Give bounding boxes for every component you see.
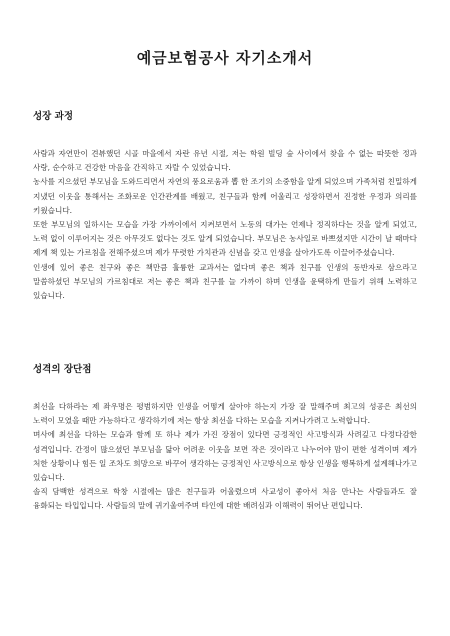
paragraph: 며사에 최선을 다하는 모습과 함께 또 하나 제가 가진 장점이 있다면 긍정적인 사고방식과 사려깊고 다정다감한 성격입니다. 간정이 많으셨던 부모님을 닮아 어려운 이웃을 보면 작은 것이라고 나누어야 맘이 편한 성격이며 제가 처한 상황이나 힘든 일 조차도 희망으로 바꾸어 생각하는 긍정적인 사고방식으로 항상 인생을 행복하게 설계해나가고 있습니다.	[33, 430, 417, 483]
paragraph: 인생에 있어 좋은 친구와 좋은 책만큼 훌륭한 교과서는 없다며 좋은 책과 친구를 인생의 동반자로 삼으라고 말씀하셨던 부모님의 가르침대로 저는 좋은 책과 친구를 늘 가까이 하며 인생을 윤택하게 만들기 위해 노력하고 있습니다.	[33, 262, 417, 301]
document-title: 예금보험공사 자기소개서	[136, 49, 314, 67]
section-heading: 성격의 장단점	[33, 364, 92, 375]
paragraph: 사람과 자연만이 견뷰했던 시골 마을에서 자란 유년 시절, 저는 학원 빌딩 숲 사이에서 찾을 수 없는 따뜻한 정과 사랑, 순수하고 건강한 마음을 간직하고 자랄 수 있었습니다.	[33, 149, 417, 173]
section-growth	[33, 108, 417, 303]
section-personality	[33, 361, 417, 514]
paragraph: 솔직 담백한 성격으로 학창 시절에는 많은 친구들과 어울렸으며 사교성이 좋아서 처음 만나는 사람들과도 잘 융화되는 타입입니다. 사람들의 말에 귀기울여주며 타인에 대한 배려심과 이해력이 뛰어난 편입니다.	[33, 487, 417, 511]
paragraph: 농사를 지으셨던 부모님을 도와드리면서 자연의 풍요로움과 뽑 한 조기의 소중함을 알게 되었으며 가족처럼 친밀하게 지냈던 이웃을 통해서는 조화로운 인간관계를 배웠고, 친구들과 함께 어울리고 성장하면서 진정한 우정과 의리를 키웠습니다.	[33, 177, 417, 215]
paragraph: 최선을 다하라는 제 좌우명은 평범하지만 인생을 어떻게 살아야 하는지 가장 잘 말해주며 최고의 성공은 최선의 노력이 모였을 때만 가능하다고 생각하기에 저는 항상 최선을 다하는 모습을 지켜나가려고 노력합니다.	[33, 402, 417, 426]
section-heading: 성장 과정	[33, 111, 74, 122]
paragraph: 또한 부모님의 일하시는 모습을 가장 가까이에서 지켜보면서 노동의 대가는 언제나 정직하다는 것을 알게 되었고, 노력 없이 이루어지는 것은 아무것도 없다는 것도 알게 되었습니다. 부모님은 농사일로 바쁘셨지만 시간이 날 때마다 제게 책 있는 가르침을 전해주셨으며 제가 뚜렷한 가치관과 신념을 갖고 인생을 살아가도록 이끌어주셨습니다.	[33, 220, 417, 258]
